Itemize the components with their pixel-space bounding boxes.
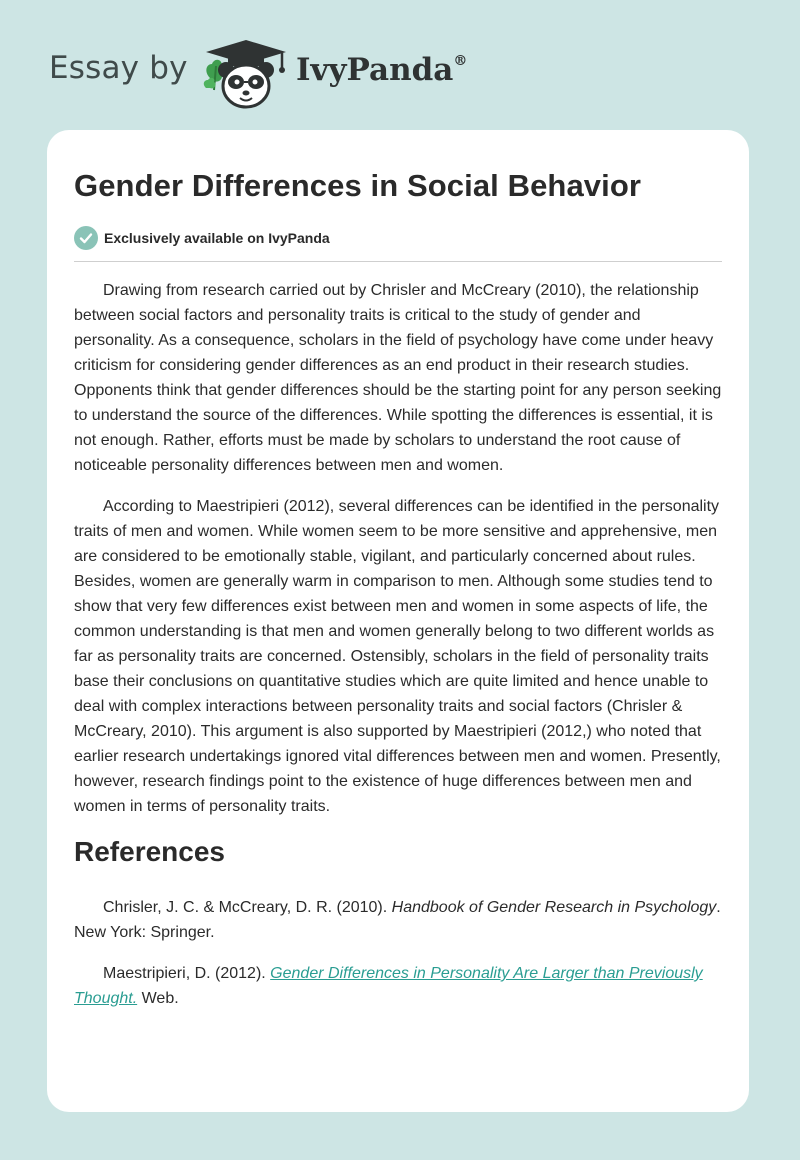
reference-title: Handbook of Gender Research in Psychology bbox=[391, 899, 717, 916]
reference-suffix: Web. bbox=[137, 990, 179, 1007]
essay-body bbox=[74, 278, 722, 819]
reference-item bbox=[74, 961, 722, 1011]
page-title: Gender Differences in Social Behavior bbox=[74, 168, 642, 203]
brand-text: IvyPanda bbox=[296, 52, 454, 88]
divider bbox=[74, 261, 722, 262]
registered-mark: ® bbox=[453, 52, 468, 69]
reference-author: Maestripieri, D. (2012). bbox=[103, 965, 271, 982]
exclusive-badge bbox=[74, 226, 722, 250]
essay-card bbox=[47, 130, 749, 1112]
essay-by-label: Essay by bbox=[49, 50, 188, 86]
panda-graduate-icon[interactable] bbox=[200, 36, 292, 110]
site-header bbox=[0, 0, 800, 120]
paragraph: Drawing from research carried out by Chrisler and McCreary (2010), the relationship between social factors and personality traits is critical to the study of gender and personality. As a consequence, scholars in the field of psychology have come under heavy criticism for considering gender differences as an end product in their research studies. Opponents think that gender differences should be the starting point for any person seeking to understand the source of the differences. While spotting the differences is essential, it is not enough. Rather, efforts must be made by scholars to understand the root cause of noticeable personality differences between men and women. bbox=[74, 282, 722, 474]
reference-author: Chrisler, J. C. & McCreary, D. R. (2010). bbox=[103, 899, 392, 916]
check-icon bbox=[74, 226, 98, 250]
reference-link[interactable]: Gender Differences in Personality Are Larger than Previously Thought. bbox=[74, 965, 703, 1007]
exclusive-badge-label: Exclusively available on IvyPanda bbox=[104, 230, 330, 246]
paragraph: According to Maestripieri (2012), several differences can be identified in the personality traits of men and women. While women seem to be more sensitive and apprehensive, men are considered to be emotionally stable, vigilant, and particularly concerned about rules. Besides, women are generally warm in comparison to men. Although some studies tend to show that very few differences exist between men and women in some aspects of life, the common understanding is that men and women generally belong to two different worlds as far as personality traits are concerned. Ostensibly, scholars in the field of personality traits base their conclusions on quantitative studies which are quite limited and hence unable to deal with complex interactions between personality traits and social factors (Chrisler & McCreary, 2010). This argument is also supported by Maestripieri (2012,) who noted that earlier research undertakings ignored vital differences between men and women. Presently, however, research findings point to the existence of huge differences between men and women in terms of personality traits. bbox=[74, 498, 721, 815]
brand-name[interactable] bbox=[296, 52, 467, 88]
reference-item bbox=[74, 895, 722, 945]
reference-publisher: . New York: Springer. bbox=[74, 899, 721, 941]
references-heading: References bbox=[74, 836, 225, 867]
